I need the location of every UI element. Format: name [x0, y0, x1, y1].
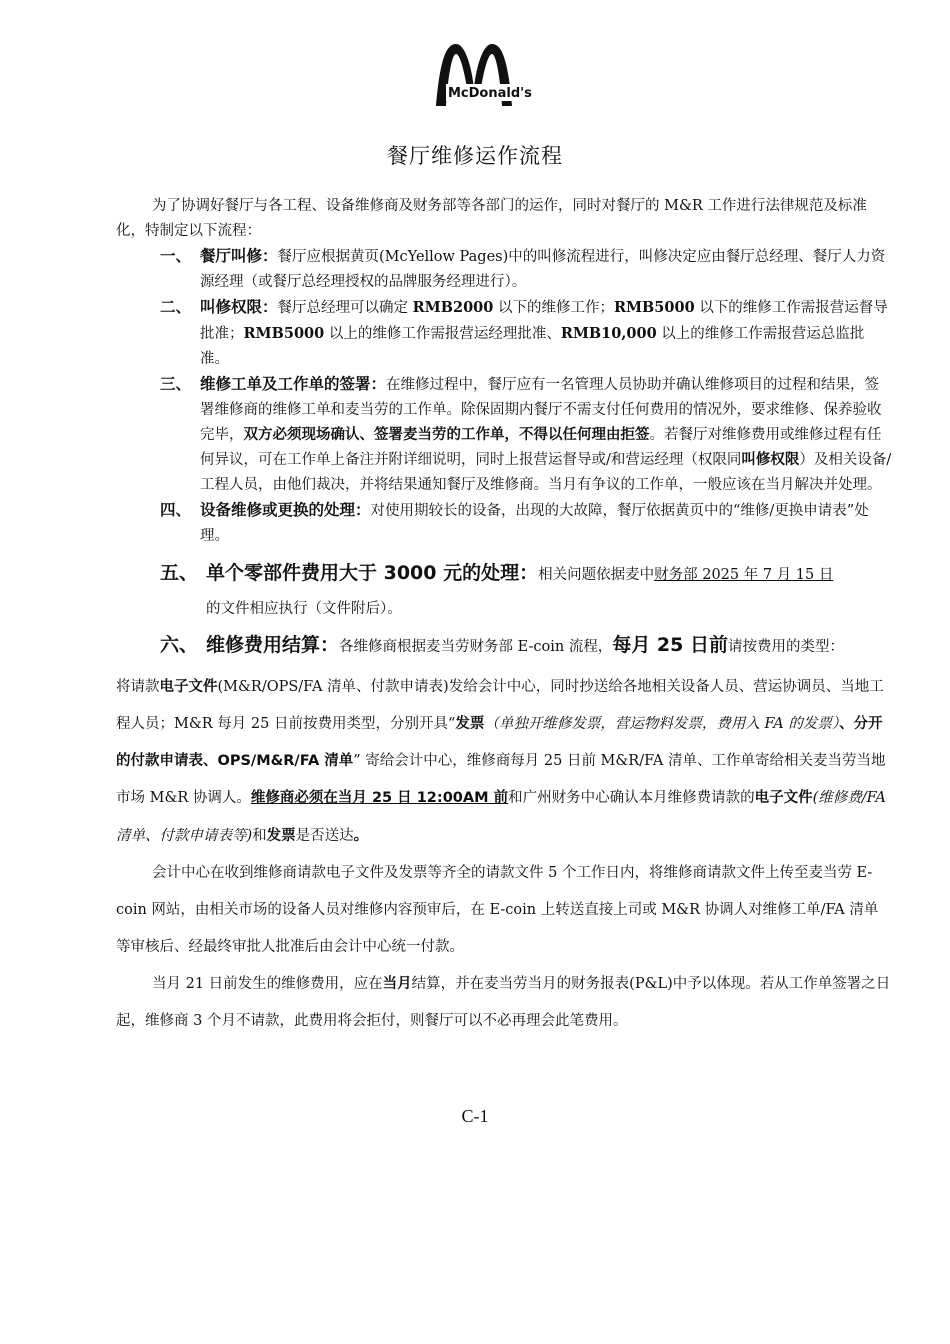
- para-text: 和: [252, 828, 267, 844]
- section-3-text: 。若餐厅对维修费用或维修过程有任何异议，可在工作单上备注并附详细说明，同时上报营运督导或/和营运经理（权限同: [200, 427, 882, 468]
- para-text: (M&R/OPS/FA 清单、付款申请表)发给会计中心，同时抄送给各地相关设备人员、营运协调员、当地工程人员；M&R 每月 25 日前按费用类型，分别开具“: [116, 679, 884, 732]
- para-text: ” 寄给会计中心，维修商每月 25 日前 M&R/FA 清单、工作单寄给相关麦当劳当地市场 M&R 协调人。: [116, 753, 886, 806]
- para-emphasis: 、分开的付款申请表、OPS/M&R/FA 清单: [116, 716, 883, 769]
- section-5: [116, 559, 892, 589]
- section-6-number: 六、: [160, 634, 199, 656]
- section-2-heading: 叫修权限：: [200, 298, 278, 316]
- para-emphasis: 当月: [382, 976, 412, 992]
- page-number: C-1: [461, 1106, 489, 1126]
- section-2-text: 以上的维修工作需报营运经理批准、: [324, 326, 561, 342]
- section-5-underlined: 财务部 2025 年 7 月 15 日: [654, 567, 834, 583]
- para-emphasis: 发票: [455, 716, 485, 732]
- section-4: [116, 498, 892, 549]
- section-6-text: 各维修商根据麦当劳财务部 E-coin 流程，: [339, 639, 613, 655]
- section-3: [116, 372, 892, 498]
- section-6: [116, 631, 892, 661]
- amount: RMB10,000: [560, 325, 657, 342]
- section-3-emphasis: 叫修权限: [741, 452, 800, 468]
- section-5-text: 相关问题依据麦中: [538, 567, 655, 583]
- logo-text: McDonald's: [448, 86, 532, 101]
- section-5-heading: 单个零部件费用大于 3000 元的处理：: [206, 562, 539, 584]
- para-text: 当月 21 日前发生的维修费用，应在: [152, 976, 383, 992]
- section-4-number: 四、: [160, 501, 192, 519]
- para-emphasis: 发票: [266, 828, 296, 844]
- para-emphasis: 电子文件: [159, 679, 218, 695]
- settlement-details: [116, 669, 892, 1040]
- section-1-number: 一、: [160, 247, 192, 265]
- section-1-heading: 餐厅叫修：: [200, 247, 278, 265]
- para-italic: （单独开维修发票，营运物料发票，费用入 FA 的发票）: [484, 716, 840, 732]
- para-emphasis: 电子文件: [754, 790, 813, 806]
- section-6-emphasis: 每月 25 日前: [612, 634, 728, 656]
- section-6-heading: 维修费用结算：: [206, 634, 340, 656]
- section-3-text: 在维修过程中，餐厅应有一名管理人员协助并确认维修项目的过程和结果，签署维修商的维修工单和麦当劳的工作单。除保固期内餐厅不需支付任何费用的情况外，要求维修、保养验收完毕，: [200, 377, 882, 443]
- section-1: [116, 244, 892, 295]
- section-2-text: 以下的维修工作需报营运督导批准；: [200, 300, 888, 342]
- section-3-number: 三、: [160, 375, 192, 393]
- para-text: 和广州财务中心确认本月维修费请款的: [508, 790, 755, 806]
- section-2-text: 餐厅总经理可以确定: [277, 300, 413, 316]
- monthly-paragraph: [116, 966, 892, 1040]
- para-text: 将请款: [116, 679, 160, 695]
- section-2-text: 以上的维修工作需报营运总监批准。: [200, 326, 865, 367]
- section-3-emphasis: 双方必须现场确认、签署麦当劳的工作单，不得以任何理由拒签: [243, 427, 650, 443]
- section-3-heading: 维修工单及工作单的签署：: [200, 375, 387, 393]
- page-title: 餐厅维修运作流程: [387, 144, 563, 168]
- para-text: 是否送达: [295, 828, 354, 844]
- section-2-number: 二、: [160, 298, 192, 316]
- section-4-text: 对使用期较长的设备，出现的大故障，餐厅依据黄页中的“维修/更换申请表”处理。: [200, 503, 869, 544]
- deadline-emphasis: 维修商必须在当月 25 日 12:00AM 前: [250, 790, 509, 806]
- section-1-text: 餐厅应根据黄页(McYellow Pages)中的叫修流程进行，叫修决定应由餐厅总经理、餐厅人力资源经理（或餐厅总经理授权的品牌服务经理进行）。: [200, 249, 886, 290]
- section-3-text: ）及相关设备/工程人员，由他们裁决，并将结果通知餐厅及维修商。当月有争议的工作单，一般应该在当月解决并处理。: [200, 452, 892, 493]
- section-2: [116, 295, 892, 372]
- para-italic: (维修费/FA 清单、付款申请表等): [116, 790, 886, 844]
- section-4-heading: 设备维修或更换的处理：: [200, 501, 371, 519]
- settlement-paragraph: [116, 669, 892, 855]
- section-2-text: 以下的维修工作；: [493, 300, 614, 316]
- section-5-continued: 的文件相应执行（文件附后）。: [206, 601, 402, 617]
- intro-paragraph: 为了协调好餐厅与各工程、设备维修商及财务部等各部门的运作，同时对餐厅的 M&R 工作进行法律规范及标准化，特制定以下流程：: [116, 198, 867, 239]
- section-5-number: 五、: [160, 562, 199, 584]
- amount: RMB5000: [613, 299, 695, 316]
- para-text: 结算，并在麦当劳当月的财务报表(P&L)中予以体现。若从工作单签署之日起，维修商 3 个月不请款，此费用将会拒付，则餐厅可以不必再理会此笔费用。: [116, 976, 891, 1029]
- document-body: [116, 194, 892, 1040]
- payment-paragraph: 会计中心在收到维修商请款电子文件及发票等齐全的请款文件 5 个工作日内，将维修商请款文件上传至麦当劳 E-coin 网站，由相关市场的设备人员对维修内容预审后，在 E-coin 上转送直接上司或 M&R 协调人对维修工单/FA 清单等审核后、经最终审批人批准后由会计中心统一付款。: [116, 865, 879, 955]
- amount: RMB2000: [412, 299, 494, 316]
- para-emphasis: 。: [353, 827, 369, 844]
- mcdonalds-logo: [432, 40, 538, 112]
- section-6-text: 请按费用的类型：: [727, 639, 844, 655]
- amount: RMB5000: [243, 325, 325, 342]
